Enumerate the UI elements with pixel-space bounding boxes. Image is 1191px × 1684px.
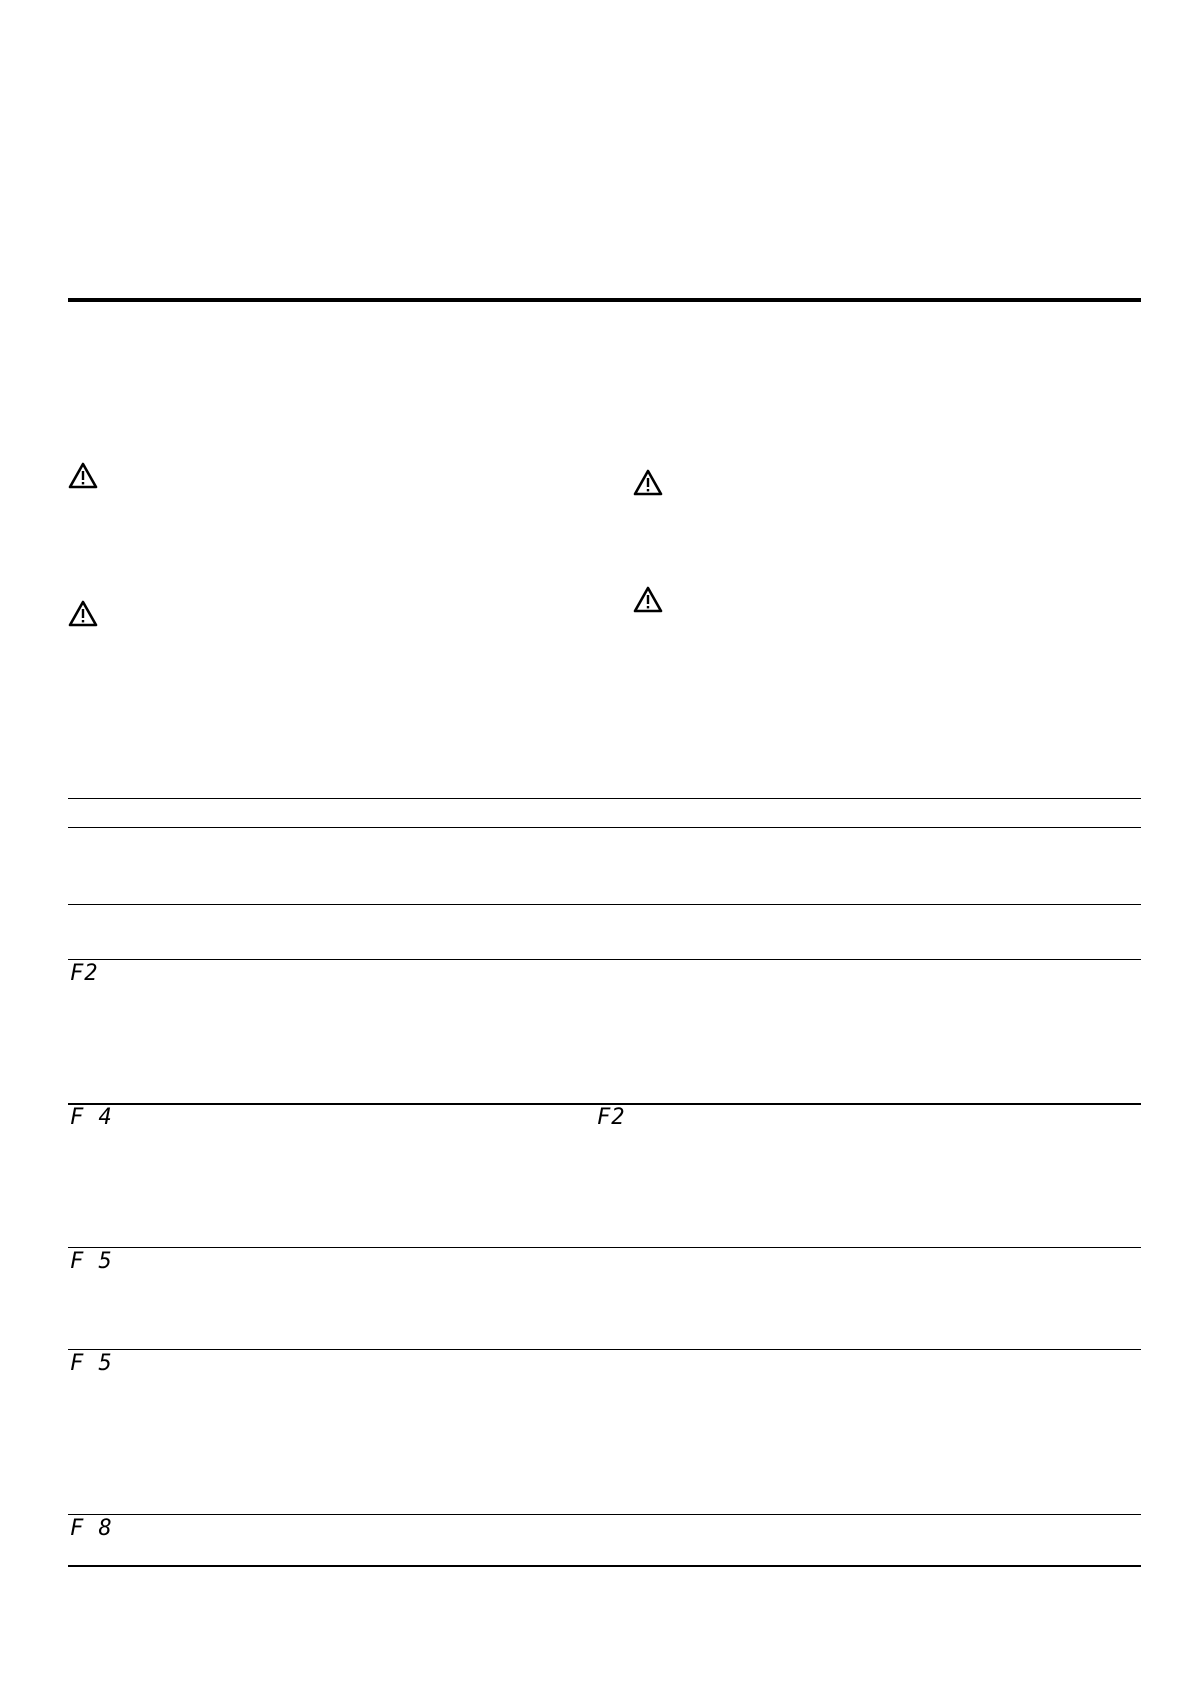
table-bottom-rule [68,1565,1141,1567]
table-row-rule [68,1349,1141,1350]
table-top-rule [68,798,1141,799]
error-code: F 5 [70,1351,113,1376]
error-code: F 4 [70,1105,113,1130]
table-row-rule [68,959,1141,960]
error-code: F 8 [70,1516,113,1541]
warning-triangle-icon [68,462,98,489]
table-header-rule [68,827,1141,828]
error-code: F2 [597,1105,626,1130]
header-divider [68,298,1141,302]
warning-triangle-icon [633,586,663,613]
table-row-rule [68,1247,1141,1248]
table-row-rule [68,904,1141,905]
error-code: F 5 [70,1249,113,1274]
warning-triangle-icon [633,469,663,496]
error-code: F2 [70,961,99,986]
warning-triangle-icon [68,600,98,627]
table-row-rule [68,1514,1141,1515]
